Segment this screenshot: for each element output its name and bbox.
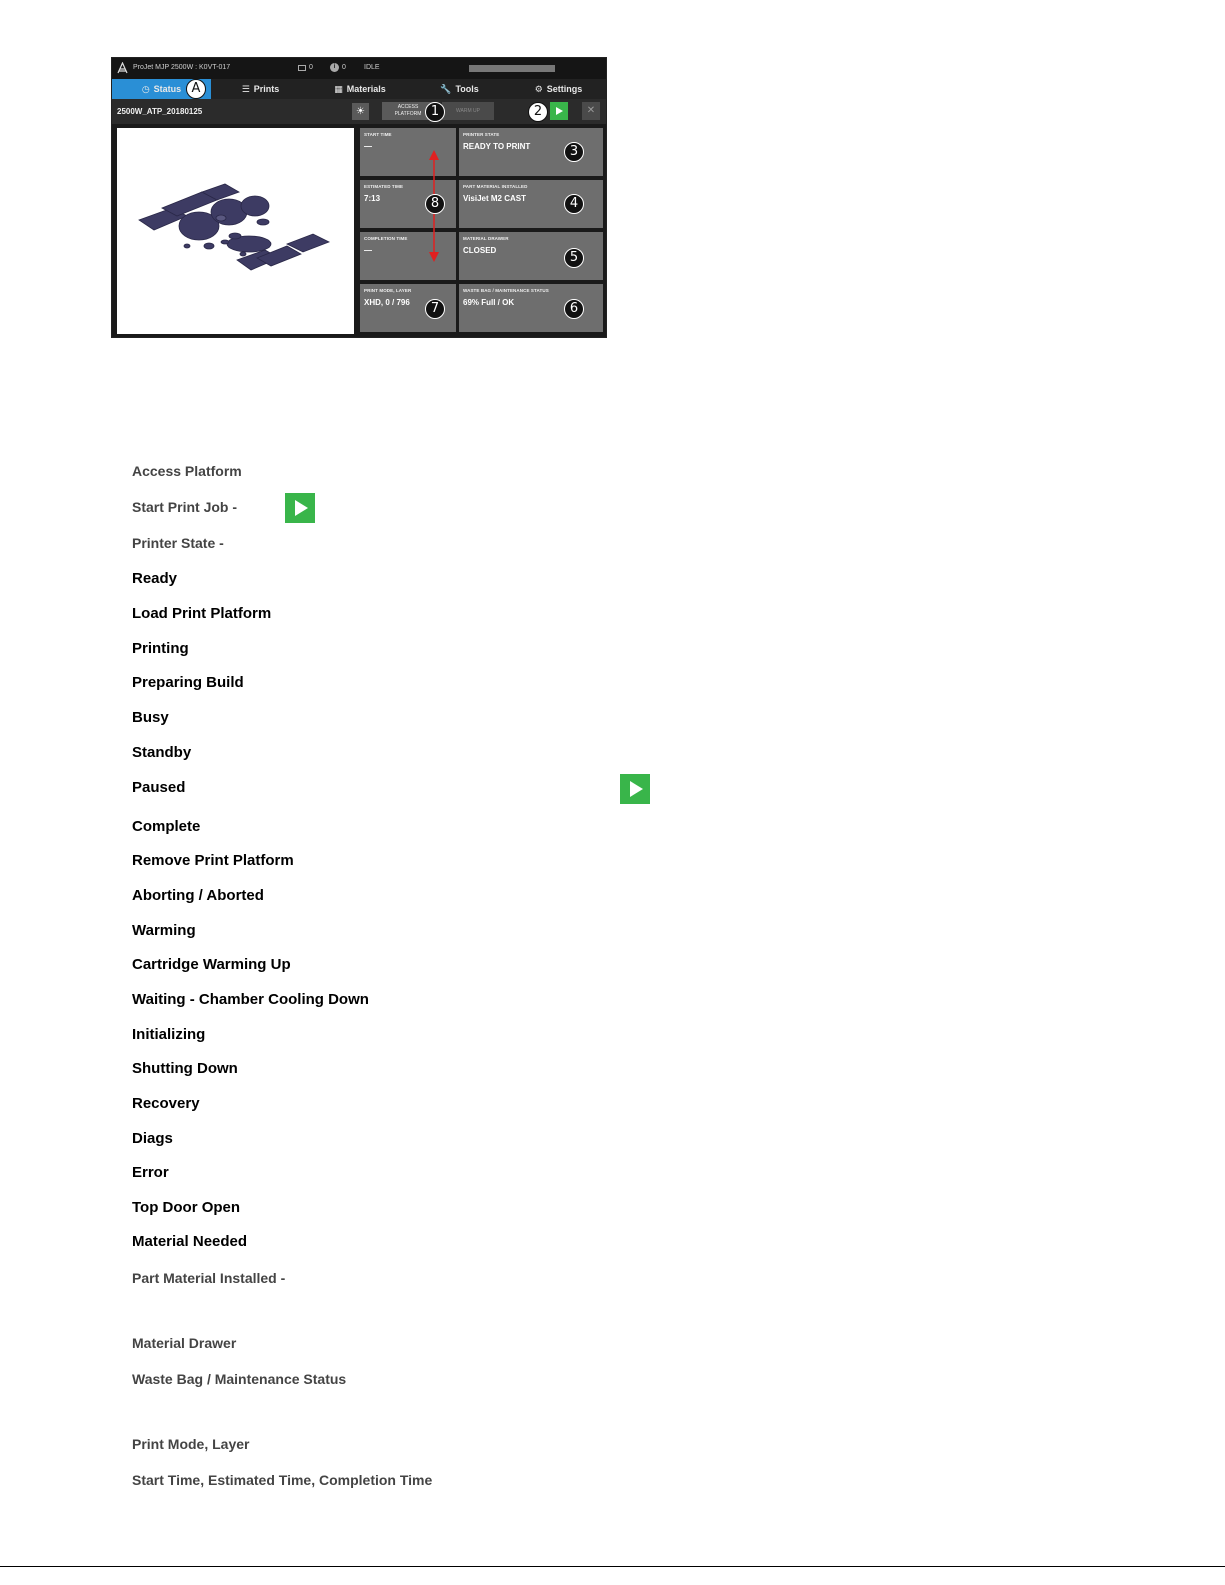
access-label-line2: PLATFORM bbox=[394, 111, 422, 117]
doc-access-platform: Access Platform bbox=[132, 463, 242, 479]
start-time-value: — bbox=[364, 142, 372, 151]
doc-state-shutting-down: Shutting Down bbox=[132, 1060, 238, 1077]
waste-bag-label: WASTE BAG / MAINTENANCE STATUS bbox=[463, 288, 549, 293]
mail-count: 0 bbox=[309, 64, 313, 71]
tab-settings-label: Settings bbox=[546, 84, 583, 94]
printer-idle-state: IDLE bbox=[364, 64, 380, 71]
gear-icon: ⚙ bbox=[534, 84, 543, 94]
tab-materials-label: Materials bbox=[346, 84, 386, 94]
print-mode-label: PRINT MODE, LAYER bbox=[364, 288, 412, 293]
doc-start-estimated-completion: Start Time, Estimated Time, Completion Time bbox=[132, 1472, 433, 1488]
printer-state-value: READY TO PRINT bbox=[463, 142, 531, 151]
job-name: 2500W_ATP_20180125 bbox=[117, 107, 203, 116]
warm-up-button[interactable]: WARM UP bbox=[442, 102, 494, 120]
progress-bar bbox=[469, 65, 555, 72]
access-label-line1: ACCESS bbox=[397, 104, 419, 110]
info-icon[interactable]: i bbox=[330, 63, 339, 72]
build-preview bbox=[117, 128, 354, 334]
material-drawer-label: MATERIAL DRAWER bbox=[463, 236, 509, 241]
start-print-play-icon bbox=[285, 493, 315, 523]
build-parts-image bbox=[117, 128, 354, 334]
3d-systems-logo-icon bbox=[117, 62, 128, 74]
doc-material-drawer: Material Drawer bbox=[132, 1335, 237, 1351]
callout-3: 3 bbox=[564, 142, 584, 162]
start-time-tile bbox=[360, 128, 456, 176]
part-material-value: VisiJet M2 CAST bbox=[463, 194, 526, 203]
callout-a: A bbox=[186, 79, 206, 99]
tab-prints-label: Prints bbox=[253, 84, 280, 94]
doc-state-cartridge-warming: Cartridge Warming Up bbox=[132, 956, 291, 973]
estimated-time-label: ESTIMATED TIME bbox=[364, 184, 404, 189]
wrench-icon: 🔧 bbox=[440, 84, 452, 94]
title-bar bbox=[112, 58, 607, 79]
printer-state-label: PRINTER STATE bbox=[463, 132, 500, 137]
completion-time-value: — bbox=[364, 246, 372, 255]
callout-2: 2 bbox=[528, 102, 548, 122]
doc-state-initializing: Initializing bbox=[132, 1026, 206, 1043]
doc-state-complete: Complete bbox=[132, 818, 201, 835]
material-drawer-value: CLOSED bbox=[463, 246, 497, 255]
tab-tools-label: Tools bbox=[455, 84, 479, 94]
tab-status-label: Status bbox=[153, 84, 182, 94]
doc-state-material-needed: Material Needed bbox=[132, 1233, 248, 1250]
print-mode-value: XHD, 0 / 796 bbox=[364, 298, 410, 307]
callout-1: 1 bbox=[425, 102, 445, 122]
callout-8: 8 bbox=[425, 194, 445, 214]
doc-state-printing: Printing bbox=[132, 640, 189, 657]
waste-bag-value: 69% Full / OK bbox=[463, 298, 515, 307]
doc-state-ready: Ready bbox=[132, 570, 178, 587]
mail-icon[interactable] bbox=[298, 65, 306, 71]
part-material-label: PART MATERIAL INSTALLED bbox=[463, 184, 528, 189]
completion-time-label: COMPLETION TIME bbox=[364, 236, 408, 241]
doc-state-busy: Busy bbox=[132, 709, 169, 726]
tab-tools[interactable] bbox=[410, 79, 509, 99]
resume-play-icon bbox=[620, 774, 650, 804]
doc-print-mode-layer: Print Mode, Layer bbox=[132, 1436, 250, 1452]
doc-printer-state: Printer State - bbox=[132, 535, 224, 551]
completion-time-tile bbox=[360, 232, 456, 280]
start-print-button[interactable] bbox=[550, 102, 568, 120]
doc-state-recovery: Recovery bbox=[132, 1095, 200, 1112]
doc-state-load-print-platform: Load Print Platform bbox=[132, 605, 272, 622]
callout-7: 7 bbox=[425, 299, 445, 319]
doc-state-diags: Diags bbox=[132, 1130, 173, 1147]
info-count: 0 bbox=[342, 64, 346, 71]
printer-ui-screenshot bbox=[111, 57, 607, 338]
doc-state-standby: Standby bbox=[132, 744, 192, 761]
doc-state-paused: Paused bbox=[132, 779, 186, 796]
doc-state-aborting: Aborting / Aborted bbox=[132, 887, 264, 904]
callout-4: 4 bbox=[564, 194, 584, 214]
callout-6: 6 bbox=[564, 299, 584, 319]
cancel-button[interactable]: ✕ bbox=[582, 102, 600, 120]
doc-state-preparing-build: Preparing Build bbox=[132, 674, 244, 691]
clock-icon: ◷ bbox=[141, 84, 150, 94]
doc-start-print-job: Start Print Job - bbox=[132, 499, 238, 515]
doc-waste-bag: Waste Bag / Maintenance Status bbox=[132, 1371, 347, 1387]
page-bottom-rule bbox=[0, 1566, 1225, 1567]
grid-icon: ▦ bbox=[334, 84, 343, 94]
start-time-label: START TIME bbox=[364, 132, 392, 137]
doc-state-chamber-cooling: Waiting - Chamber Cooling Down bbox=[132, 991, 369, 1008]
estimated-time-value: 7:13 bbox=[364, 194, 381, 203]
tab-settings[interactable] bbox=[509, 79, 607, 99]
tab-materials[interactable] bbox=[310, 79, 410, 99]
doc-part-material-installed: Part Material Installed - bbox=[132, 1270, 286, 1286]
callout-5: 5 bbox=[564, 248, 584, 268]
doc-state-error: Error bbox=[132, 1164, 169, 1181]
tab-prints[interactable] bbox=[211, 79, 310, 99]
doc-state-top-door-open: Top Door Open bbox=[132, 1199, 241, 1216]
printer-model: ProJet MJP 2500W : K0VT-017 bbox=[133, 64, 231, 71]
doc-state-remove-print-platform: Remove Print Platform bbox=[132, 852, 294, 869]
list-icon: ☰ bbox=[241, 84, 250, 94]
doc-state-warming: Warming bbox=[132, 922, 196, 939]
light-button[interactable]: ☀ bbox=[352, 103, 369, 120]
